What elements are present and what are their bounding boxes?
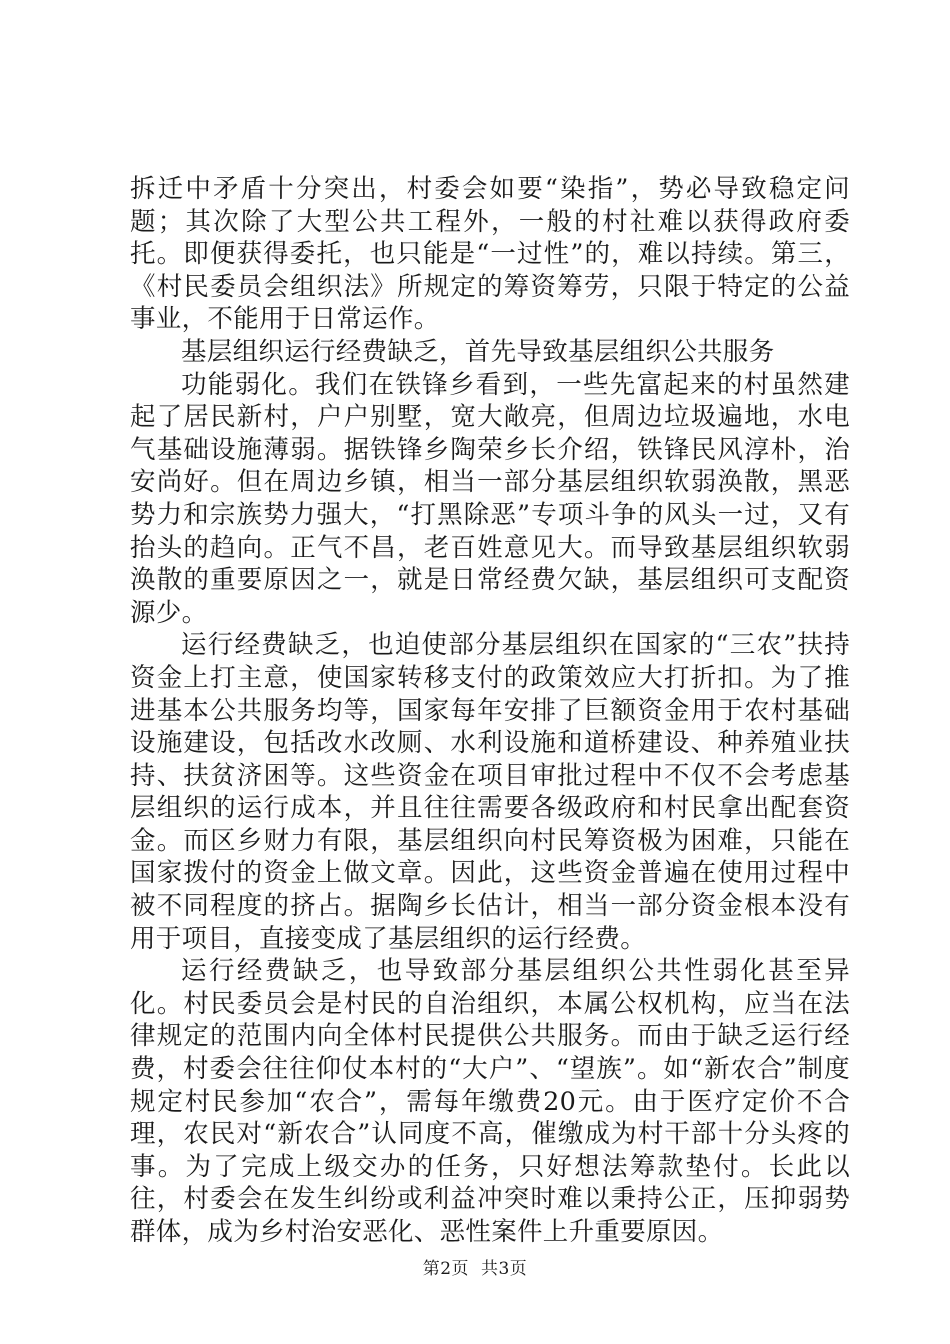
page-footer [0,1254,950,1279]
paragraph-public-alienation: 运行经费缺乏，也导致部分基层组织公共性弱化甚至异化。村民委员会是村民的自治组织，本属公权机构，应当在法律规定的范围内向全体村民提供公共服务。而由于缺乏运行经费，村委会往往仰仗本村的“大户”、“望族”。如“新农合”制度规定村民参加“农合”，需每年缴费20元。由于医疗定价不合理，农民对“新农合”认同度不高，催缴成为村干部十分头疼的事。为了完成上级交办的任务，只好想法筹款垫付。长此以往，村委会在发生纠纷或利益冲突时难以秉持公正，压抑弱势群体，成为乡村治安恶化、恶性案件上升重要原因。 [130,956,850,1247]
document-body [130,173,850,1249]
page-number-total: 共3页 [480,1259,528,1279]
paragraph-heading-line: 基层组织运行经费缺乏，首先导致基层组织公共服务 [181,336,775,367]
paragraph-funds-diversion: 运行经费缺乏，也迫使部分基层组织在国家的“三农”扶持资金上打主意，使国家转移支付的政策效应大打折扣。为了推进基本公共服务均等，国家每年安排了巨额资金用于农村基础设施建设，包括改水改厕、水利设施和道桥建设、种养殖业扶持、扶贫济困等。这些资金在项目审批过程中不仅不会考虑基层组织的运行成本，并且往往需要各级政府和村民拿出配套资金。而区乡财力有限，基层组织向村民筹资极为困难，只能在国家拨付的资金上做文章。因此，这些资金普遍在使用过程中被不同程度的挤占。据陶乡长估计，相当一部分资金根本没有用于项目，直接变成了基层组织的运行经费。 [130,630,850,954]
paragraph-function-weakening: 功能弱化。我们在铁锋乡看到，一些先富起来的村虽然建起了居民新村，户户别墅，宽大敞亮，但周边垃圾遍地，水电气基础设施薄弱。据铁锋乡陶荣乡长介绍，铁锋民风淳朴，治安尚好。但在周边乡镇，相当一部分基层组织软弱涣散，黑恶势力和宗族势力强大，“打黑除恶”专项斗争的风头一过，又有抬头的趋向。正气不昌，老百姓意见大。而导致基层组织软弱涣散的重要原因之一，就是日常经费欠缺，基层组织可支配资源少。 [130,369,850,628]
paragraph-continuation: 拆迁中矛盾十分突出，村委会如要“染指”，势必导致稳定问题；其次除了大型公共工程外，一般的村社难以获得政府委托。即便获得委托，也只能是“一过性”的，难以持续。第三，《村民委员会组织法》所规定的筹资筹劳，只限于特定的公益事业，不能用于日常运作。 [130,174,850,335]
page-number-current: 第2页 [422,1259,470,1279]
